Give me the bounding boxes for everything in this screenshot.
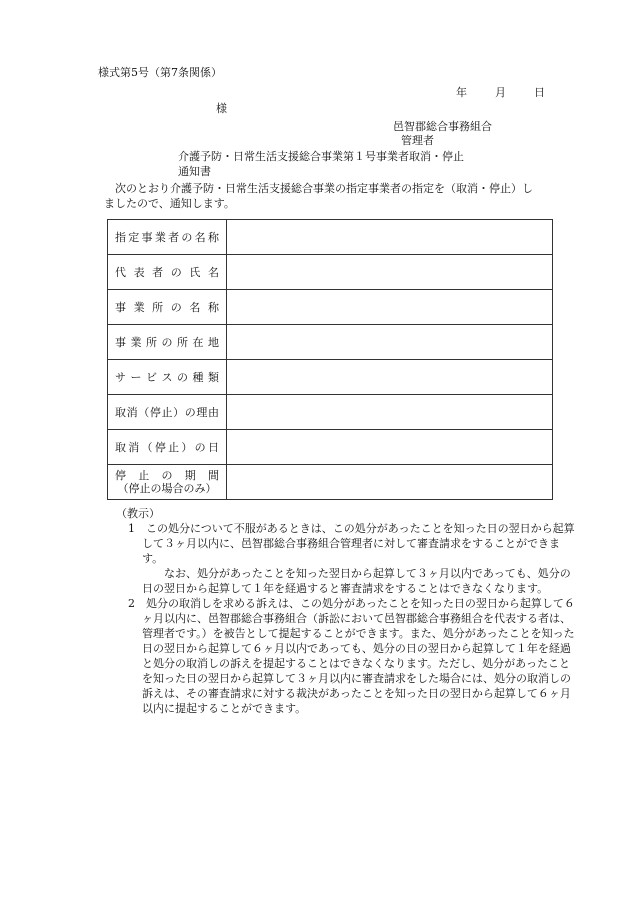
form-number: 様式第5号（第7条関係） <box>98 66 222 79</box>
table-row <box>108 255 553 290</box>
row-label-sub: （停止の場合のみ） <box>117 482 217 495</box>
addressee-suffix: 様 <box>216 102 227 115</box>
row-value-field[interactable] <box>226 360 552 395</box>
row-value-field[interactable] <box>226 220 552 255</box>
row-value-field[interactable] <box>226 430 552 465</box>
table-row <box>108 430 553 465</box>
document-title-line2: 通知書 <box>178 165 211 178</box>
row-label: 停止の期間 （停止の場合のみ） <box>108 465 227 500</box>
instructions-section <box>116 506 576 716</box>
intro-line1: 次のとおり介護予防・日常生活支援総合事業の指定事業者の指定を（取消・停止）し <box>115 182 533 195</box>
intro-line2: ましたので、通知します。 <box>104 197 235 210</box>
table-row <box>108 395 553 430</box>
row-label: 事業所の名称 <box>108 290 227 325</box>
issuer-organization: 邑智郡総合事務組合 <box>393 120 492 133</box>
row-value-field[interactable] <box>226 465 552 500</box>
issuer-title: 管理者 <box>401 134 434 147</box>
row-value-field[interactable] <box>226 290 552 325</box>
instruction-item-1-note: なお、処分があったことを知った翌日から起算して３ヶ月以内であっても、処分の日の翌日から起算して１年を経過すると審査請求をすることはできなくなります。 <box>142 567 571 595</box>
intro-paragraph <box>104 181 574 211</box>
table-row <box>108 325 553 360</box>
date-month-label: 月 <box>495 86 506 99</box>
date-line <box>456 86 545 100</box>
instructions-heading: （教示） <box>116 507 160 520</box>
table-row <box>108 465 553 500</box>
row-label: サービスの種類 <box>108 360 227 395</box>
table-row <box>108 220 553 255</box>
row-label: 取消（停止）の理由 <box>108 395 227 430</box>
row-value-field[interactable] <box>226 395 552 430</box>
details-table <box>107 219 553 500</box>
row-label: 指定事業者の名称 <box>108 220 227 255</box>
date-year-label: 年 <box>456 86 467 99</box>
row-value-field[interactable] <box>226 255 552 290</box>
table-row <box>108 290 553 325</box>
instruction-item-2: 2 処分の取消しを求める訴えは、この処分があったことを知った日の翌日から起算して６ヶ月以内に、邑智郡総合事務組合（訴訟において邑智郡総合事務組合を代表する者は、管理者です。）を被告として提起することができます。また、処分があったことを知った日の翌日から起算して６ヶ月以内であっても、処分の日の翌日から起算して１年を経過と処分の取消しの訴えを提起することはできなくなります。ただし、処分があったことを知った日の翌日から起算して３ヶ月以内に審査請求をした場合には、処分の取消しの訴えは、その審査請求に対する裁決があったことを知った日の翌日から起算して６ヶ月以内に提起することができます。 <box>128 597 575 715</box>
document-title-line1: 介護予防・日常生活支援総合事業第１号事業者取消・停止 <box>178 150 464 163</box>
instruction-item-1: 1 この処分について不服があるときは、この処分があったことを知った日の翌日から起算して３ヶ月以内に、邑智郡総合事務組合管理者に対して審査請求をすることができます。 <box>128 522 575 565</box>
row-value-field[interactable] <box>226 325 552 360</box>
row-label: 代表者の氏名 <box>108 255 227 290</box>
row-label: 取消（停止）の日 <box>108 430 227 465</box>
date-day-label: 日 <box>534 86 545 99</box>
table-row <box>108 360 553 395</box>
row-label: 事業所の所在地 <box>108 325 227 360</box>
